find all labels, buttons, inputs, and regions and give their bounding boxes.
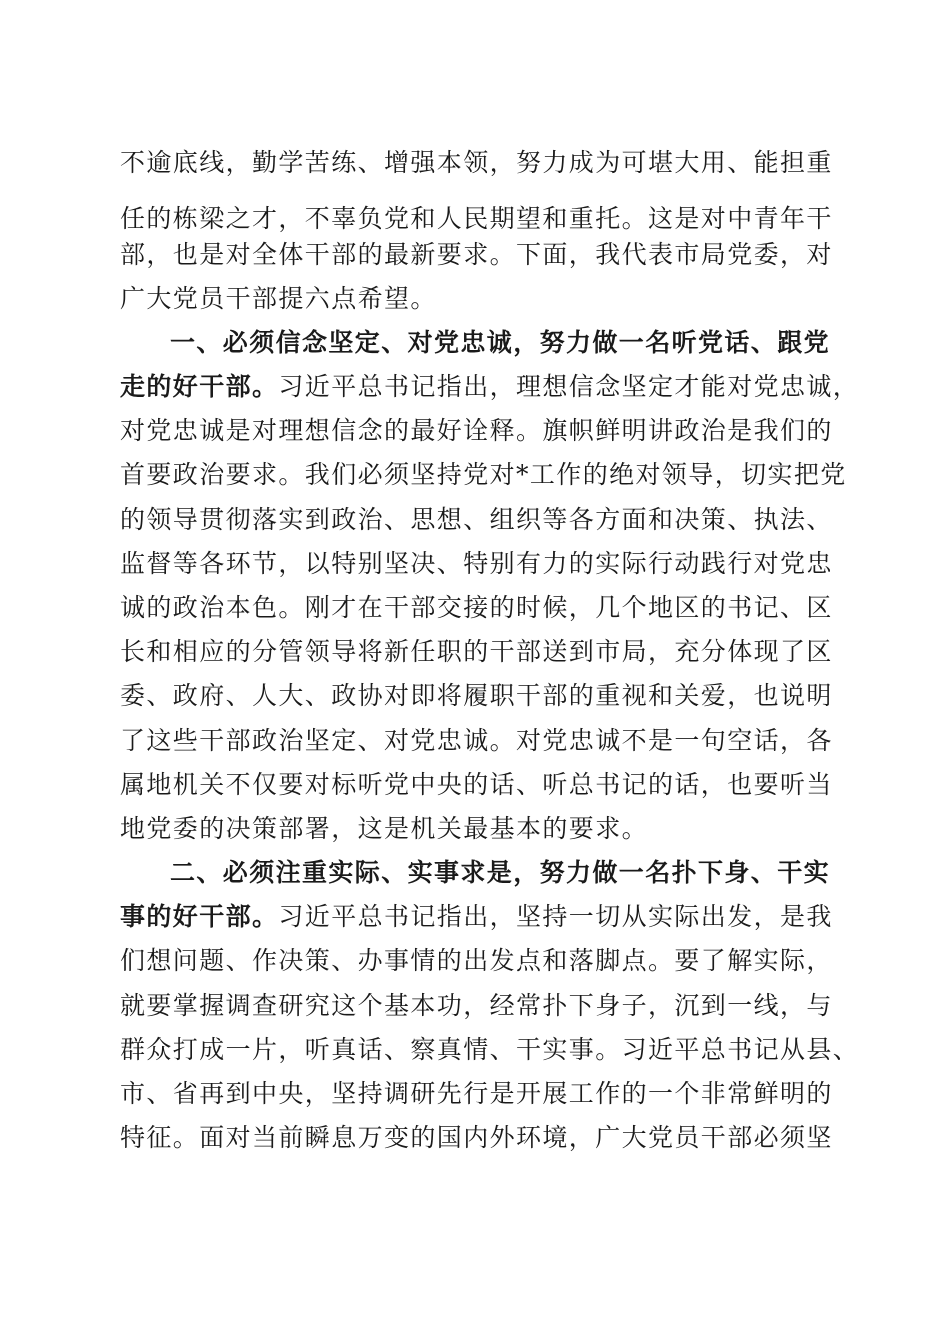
section-one-text: 习近平总书记指出，理想信念坚定才能对党忠诚， [278,372,860,401]
body-text-line: 的领导贯彻落实到政治、思想、组织等各方面和决策、执法、 [120,505,833,534]
body-text-line: 监督等各环节，以特别坚决、特别有力的实际行动践行对党忠 [120,549,833,578]
body-text-line: 群众打成一片，听真话、察真情、干实事。习近平总书记从县、 [120,1035,860,1064]
body-text-line: 广大党员干部提六点希望。 [120,284,437,313]
body-text-line: 对党忠诚是对理想信念的最好诠释。旗帜鲜明讲政治是我们的 [120,416,833,445]
body-text-line: 们想问题、作决策、办事情的出发点和落脚点。要了解实际， [120,946,833,975]
body-text-line: 委、政府、人大、政协对即将履职干部的重视和关爱，也说明 [120,681,833,710]
section-two-heading-end: 事的好干部。 [120,902,279,931]
section-two-heading: 二、必须注重实际、实事求是，努力做一名扑下身、干实 [170,858,831,887]
body-text-line: 不逾底线，勤学苦练、增强本领，努力成为可堪大用、能担重 [120,148,833,177]
body-text-line: 市、省再到中央，坚持调研先行是开展工作的一个非常鲜明的 [120,1079,833,1108]
section-two-line [120,901,880,941]
body-text-line: 长和相应的分管领导将新任职的干部送到市局，充分体现了区 [120,637,833,666]
body-text-line: 诚的政治本色。刚才在干部交接的时候，几个地区的书记、区 [120,593,833,622]
section-one-heading: 一、必须信念坚定、对党忠诚，努力做一名听党话、跟党 [170,328,831,357]
section-two-text: 习近平总书记指出，坚持一切从实际出发，是我 [278,902,833,931]
body-text-line: 就要掌握调查研究这个基本功，经常扑下身子，沉到一线，与 [120,991,833,1020]
body-text-line: 属地机关不仅要对标听党中央的话、听总书记的话，也要听当 [120,770,833,799]
body-text-line: 首要政治要求。我们必须坚持党对*工作的绝对领导，切实把党 [120,460,847,489]
body-text-line: 地党委的决策部署，这是机关最基本的要求。 [120,814,649,843]
body-text-line: 特征。面对当前瞬息万变的国内外环境，广大党员干部必须坚 [120,1123,833,1152]
body-text-line: 部，也是对全体干部的最新要求。下面，我代表市局党委，对 [120,240,833,269]
section-one-line [120,371,880,411]
section-one-heading-end: 走的好干部。 [120,372,279,401]
body-text-line: 了这些干部政治坚定、对党忠诚。对党忠诚不是一句空话，各 [120,726,833,755]
body-text-line: 任的栋梁之才，不辜负党和人民期望和重托。这是对中青年干 [120,204,833,233]
